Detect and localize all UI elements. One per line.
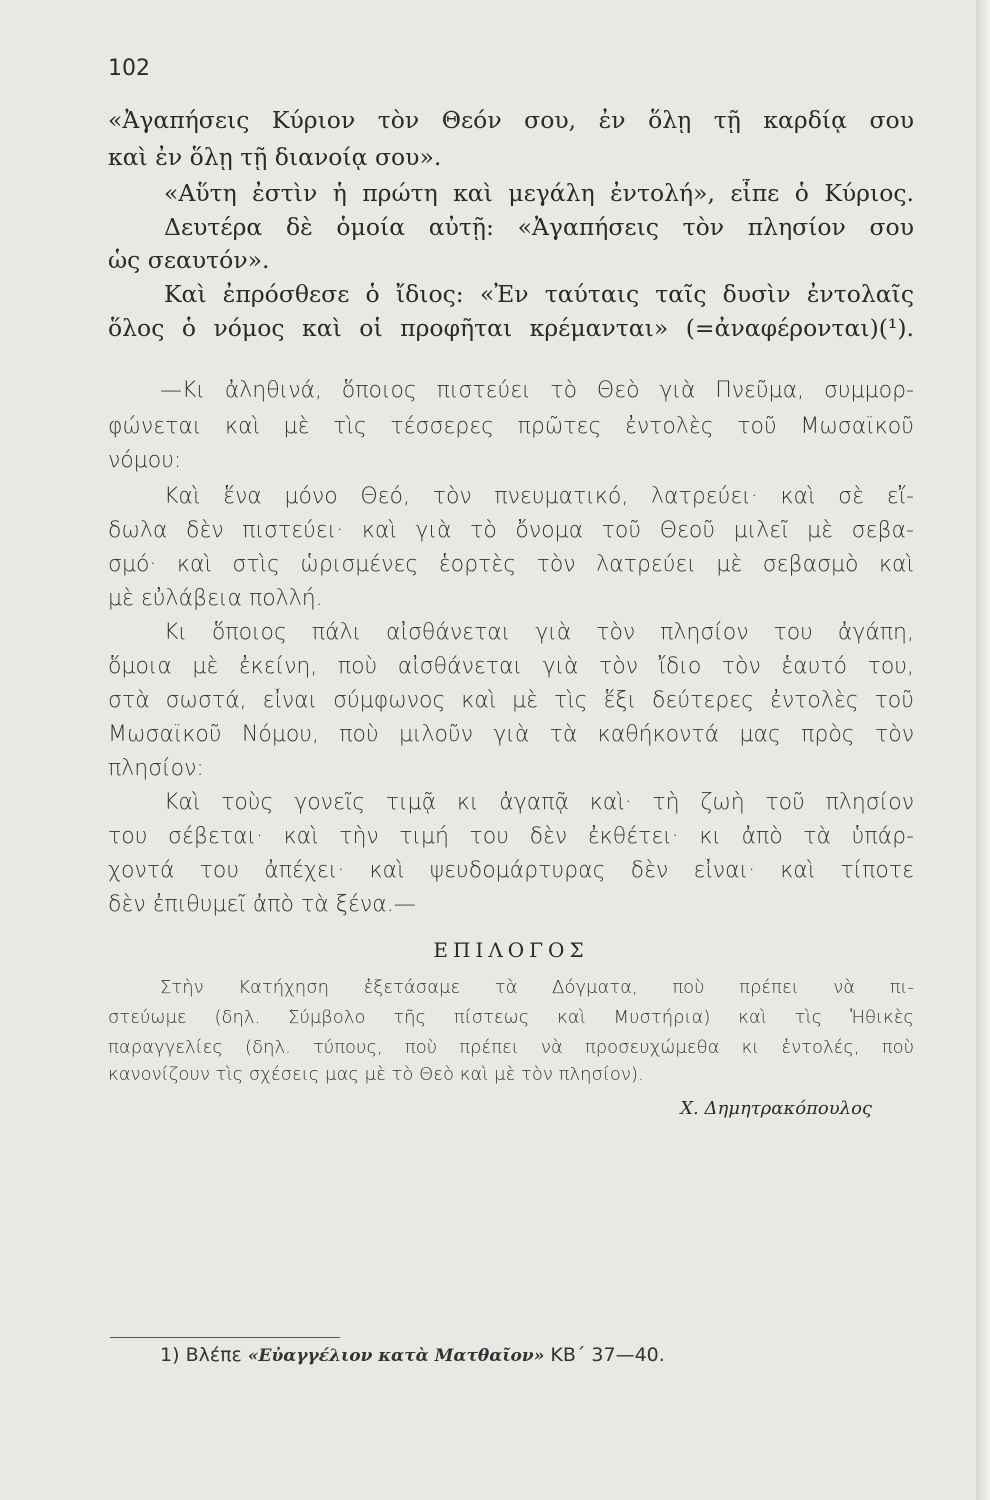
epilogue-line: Στὴν Κατήχηση ἐξετάσαμε τὰ Δόγματα, ποὺ πρέπει νὰ πι- xyxy=(160,977,914,998)
text-line: στὰ σωστά, εἶναι σύμφωνος καὶ μὲ τὶς ἕξι δεύτερες ἐντολὲς τοῦ xyxy=(108,688,914,713)
text-line: Καὶ ἕνα μόνο Θεό, τὸν πνευματικό, λατρεύει· καὶ σὲ εἴ- xyxy=(164,484,914,509)
text-line: χοντά του ἀπέχει· καὶ ψευδομάρτυρας δὲν εἶναι· καὶ τίποτε xyxy=(108,858,914,883)
text-line: καὶ ἐν ὅλῃ τῇ διανοίᾳ σου». xyxy=(108,143,442,171)
footnote-prefix: Βλέπε xyxy=(185,1344,242,1366)
epilogue-heading: ΕΠΙΛΟΓΟΣ xyxy=(433,938,589,962)
text-line: σμό· καὶ στὶς ὡρισμένες ἑορτὲς τὸν λατρεύει μὲ σεβασμὸ καὶ xyxy=(108,552,914,577)
text-line: πλησίον: xyxy=(108,756,204,781)
epilogue-line: στεύωμε (δηλ. Σύμβολο τῆς πίστεως καὶ Μυστήρια) καὶ τὶς Ἠθικὲς xyxy=(108,1007,914,1028)
text-line: Κι ὅποιος πάλι αἰσθάνεται γιὰ τὸν πλησίον του ἀγάπη, xyxy=(164,620,914,645)
text-line: νόμου: xyxy=(108,448,182,473)
footnote-reference: ΚΒ΄ 37—40. xyxy=(550,1344,665,1366)
text-line: «Αὕτη ἐστὶν ἡ πρώτη καὶ μεγάλη ἐντολή», εἶπε ὁ Κύριος. xyxy=(164,179,914,207)
epilogue-line: παραγγελίες (δηλ. τύπους, ποὺ πρέπει νὰ προσευχώμεθα κι ἐντολές, ποὺ xyxy=(108,1037,914,1058)
text-line: δωλα δὲν πιστεύει· καὶ γιὰ τὸ ὄνομα τοῦ Θεοῦ μιλεῖ μὲ σεβα- xyxy=(108,518,914,543)
footnote-rule xyxy=(110,1337,340,1338)
text-line: ὡς σεαυτόν». xyxy=(108,246,270,274)
text-line: Καὶ ἐπρόσθεσε ὁ ἴδιος: «Ἐν ταύταις ταῖς δυσὶν ἐντολαῖς xyxy=(164,280,914,308)
text-line: «Ἀγαπήσεις Κύριον τὸν Θεόν σου, ἐν ὅλῃ τῇ καρδίᾳ σου xyxy=(108,106,914,134)
text-line: ὅλος ὁ νόμος καὶ οἱ προφῆται κρέμανται» (=ἀναφέρονται)(¹). xyxy=(108,314,914,342)
text-line: ὅμοια μὲ ἐκείνη, ποὺ αἰσθάνεται γιὰ τὸν ἴδιο τὸν ἑαυτό του, xyxy=(108,654,914,679)
footnote xyxy=(160,1344,665,1366)
epilogue-line: κανονίζουν τὶς σχέσεις μας μὲ τὸ Θεὸ καὶ μὲ τὸν πλησίον). xyxy=(108,1064,644,1085)
text-line: μὲ εὐλάβεια πολλή. xyxy=(108,586,323,611)
page-number: 102 xyxy=(108,56,150,81)
text-line: Δευτέρα δὲ ὁμοία αὐτῇ: «Ἀγαπήσεις τὸν πλησίον σου xyxy=(164,213,914,241)
signature: Χ. Δημητρακόπουλος xyxy=(680,1098,872,1119)
text-line: Μωσαϊκοῦ Νόμου, ποὺ μιλοῦν γιὰ τὰ καθήκοντά μας πρὸς τὸν xyxy=(108,722,914,747)
footnote-title: «Εὐαγγέλιον κατὰ Ματθαῖον» xyxy=(247,1346,545,1366)
text-line: δὲν ἐπιθυμεῖ ἀπὸ τὰ ξένα.— xyxy=(108,892,416,917)
text-line: —Κι ἀληθινά, ὅποιος πιστεύει τὸ Θεὸ γιὰ Πνεῦμα, συμμορ- xyxy=(160,378,914,403)
text-line: Καὶ τοὺς γονεῖς τιμᾷ κι ἀγαπᾷ καὶ· τὴ ζωὴ τοῦ πλησίον xyxy=(164,790,914,815)
page-edge xyxy=(976,0,990,1500)
text-line: φώνεται καὶ μὲ τὶς τέσσερες πρῶτες ἐντολὲς τοῦ Μωσαϊκοῦ xyxy=(108,414,914,439)
footnote-number: 1) xyxy=(160,1344,180,1366)
text-line: του σέβεται· καὶ τὴν τιμή του δὲν ἐκθέτει· κι ἀπὸ τὰ ὑπάρ- xyxy=(108,824,914,849)
